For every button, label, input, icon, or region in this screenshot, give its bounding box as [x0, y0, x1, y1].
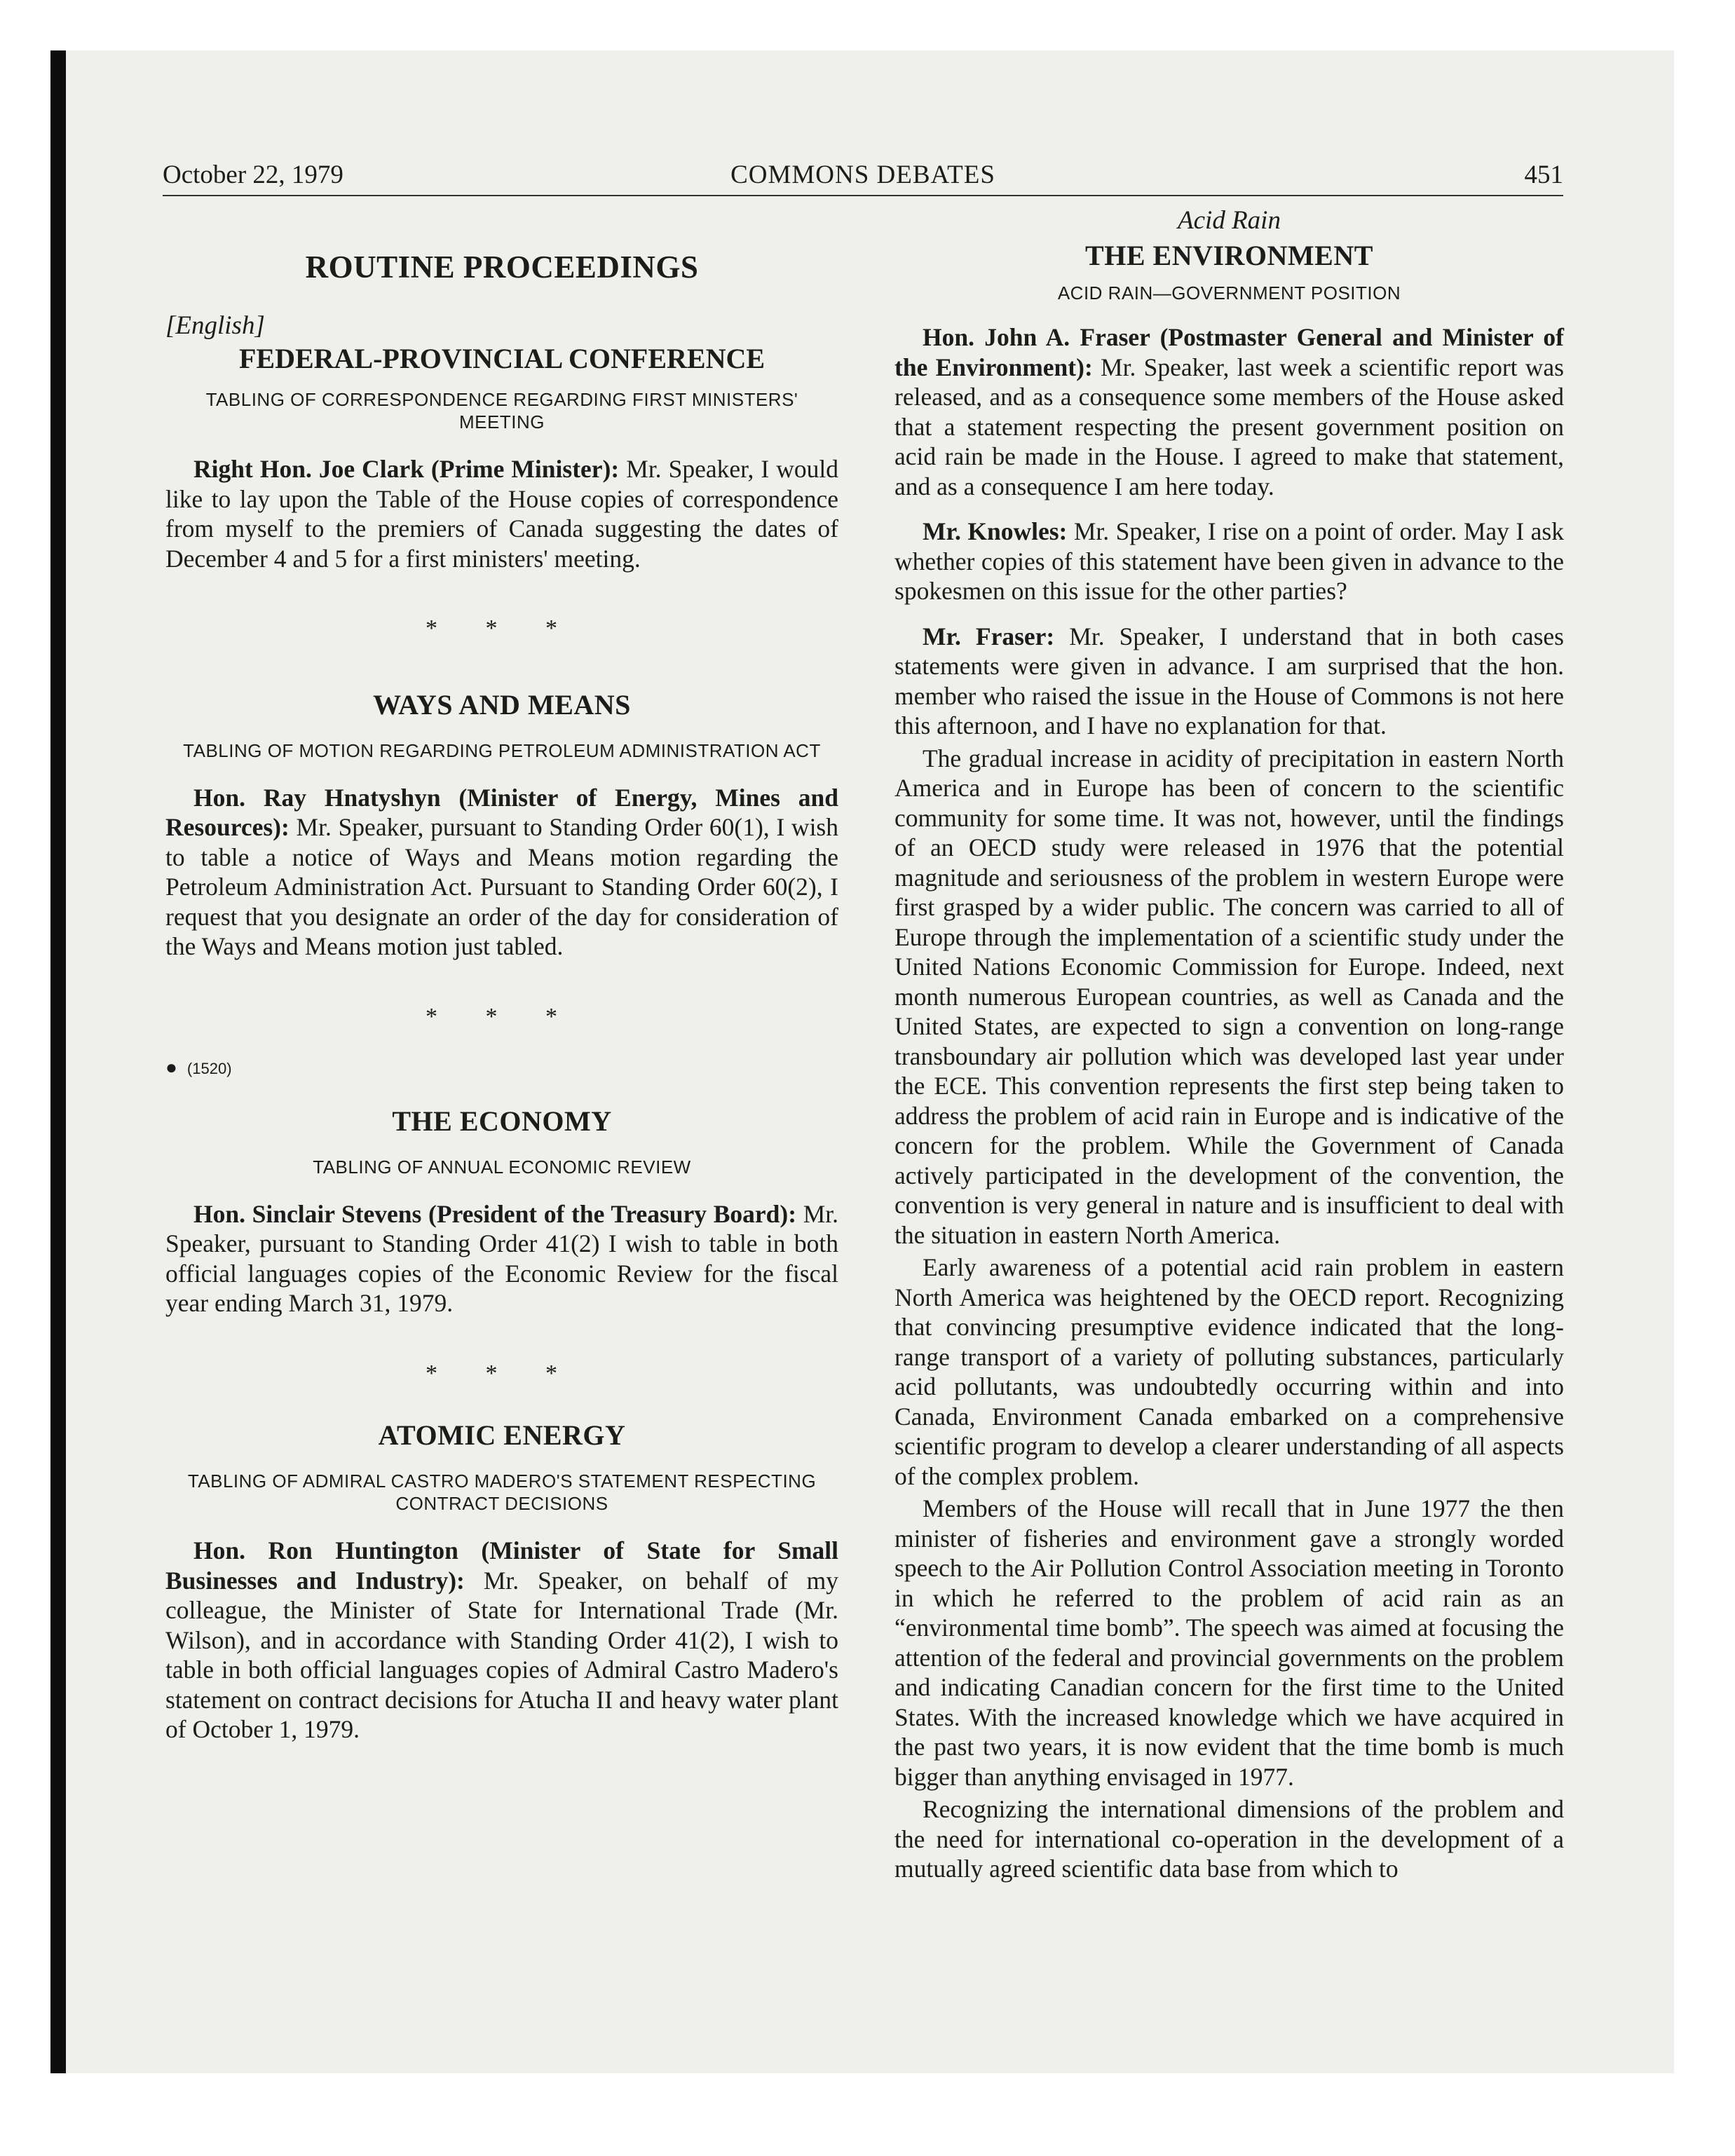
section-separator: * * *: [426, 1003, 578, 1030]
page-number: 451: [1524, 161, 1563, 189]
speaker-huntington: Hon. Ron Huntington (Minister of State for Small Businesses and Industry):: [165, 1536, 838, 1595]
section-title-routine-proceedings: ROUTINE PROCEEDINGS: [305, 250, 699, 285]
right-column: [894, 205, 1564, 1884]
section-title-ways-and-means: WAYS AND MEANS: [373, 688, 631, 721]
speech-huntington: [165, 1536, 838, 1745]
language-marker: [English]: [165, 311, 265, 340]
speech-fraser-reply: [894, 622, 1564, 741]
header-date: October 22, 1979: [163, 161, 343, 189]
time-marker-text: (1520): [186, 1060, 232, 1077]
speech-hnatyshyn: [165, 783, 838, 962]
bullet-icon: ●: [165, 1056, 177, 1078]
paragraph: The gradual increase in acidity of precipitation in eastern North America and in Europe has been of concern to the scientific community for some time. It was not, however, until the findings of an OECD study were released in 1976 that the potential magnitude and seriousness of the problem in western Europe were first grasped by a wider public. The concern was carried to all of Europe through the implementation of a scientific study under the United Nations Economic Commission for Europe. Indeed, next month numerous European countries, as well as Canada and the United States, are expected to sign a convention on long-range transboundary air pollution which was developed last year under the ECE. This convention represents the first step being taken to address the problem of acid rain in Europe and is indicative of the concern for the problem. While the Government of Canada actively participated in the development of the convention, the convention is very general in nature and is insufficient to deal with the situation in eastern North America.: [894, 744, 1564, 1249]
paragraph: Members of the House will recall that in June 1977 the then minister of fisheries and environment gave a strongly worded speech to the Air Pollution Control Association meeting in Toronto in which he referred to the problem of acid rain as an “environmental time bomb”. The speech was aimed at focusing the attention of the federal and provincial governments on the problem and indicating Canadian concern for the first time to the United States. With the increased knowledge which we have acquired in the past two years, it is now evident that the time bomb is much bigger than anything envisaged in 1977.: [894, 1494, 1564, 1791]
speech-text-hnatyshyn: Mr. Speaker, pursuant to Standing Order 60(1), I wish to table a notice of Ways and Means motion regarding the Petroleum Administration Act. Pursuant to Standing Order 60(2), I request that you designate an order of the day for consideration of the Ways and Means motion just tabled.: [165, 813, 838, 960]
running-header: [163, 156, 1563, 196]
caption-acid-rain-government-position: ACID RAIN—GOVERNMENT POSITION: [1057, 282, 1401, 303]
time-marker: [165, 1053, 838, 1084]
speaker-fraser-reply: Mr. Fraser:: [923, 622, 1055, 650]
speech-text-clark: Mr. Speaker, I would like to lay upon the Table of the House copies of correspondence from myself to the premiers of Canada suggesting the dates of December 4 and 5 for a first ministers' meeting.: [165, 455, 839, 573]
speaker-knowles: Mr. Knowles:: [923, 517, 1068, 545]
section-title-atomic-energy: ATOMIC ENERGY: [378, 1419, 626, 1451]
left-column: [165, 205, 838, 1745]
speech-fraser-statement: [894, 322, 1564, 501]
subsection-title-federal-provincial: FEDERAL-PROVINCIAL CONFERENCE: [238, 343, 766, 374]
header-title: COMMONS DEBATES: [730, 161, 995, 189]
speaker-clark: Right Hon. Joe Clark (Prime Minister):: [193, 455, 620, 483]
speech-text-stevens: Mr. Speaker, pursuant to Standing Order 41(2) I wish to table in both official languages copies of the Economic Review for the fiscal year ending March 31, 1979.: [165, 1199, 839, 1317]
speaker-fraser: Hon. John A. Fraser (Postmaster General and Minister of the Environment):: [894, 323, 1564, 381]
section-title-the-environment: THE ENVIRONMENT: [1085, 240, 1373, 271]
speaker-stevens: Hon. Sinclair Stevens (President of the Treasury Board):: [193, 1199, 797, 1228]
tabling-caption-petroleum: TABLING OF MOTION REGARDING PETROLEUM ADMINISTRATION ACT: [183, 739, 821, 761]
speech-stevens: [165, 1199, 838, 1318]
speech-text-fraser: Mr. Speaker, last week a scientific report was released, and as a consequence some members of the House asked that a statement respecting the present government position on acid rain be made in the House. I agreed to make that statement, and as a consequence I am here today.: [894, 353, 1564, 500]
speaker-hnatyshyn: Hon. Ray Hnatyshyn (Minister of Energy, Mines and Resources):: [165, 783, 838, 841]
speech-knowles: [894, 517, 1564, 606]
tabling-caption-castro-madero: TABLING OF ADMIRAL CASTRO MADERO'S STATEMENT RESPECTING CONTRACT DECISIONS: [187, 1471, 817, 1514]
paragraph: Recognizing the international dimensions of the problem and the need for international co-operation in the development of a mutually agreed scientific data base from which to: [894, 1795, 1564, 1883]
speech-text-fraser-reply: Mr. Speaker, I understand that in both cases statements were given in advance. I am surprised that the hon. member who raised the issue in the House of Commons is not here this afternoon, and I have no explanation for that.: [894, 622, 1564, 739]
tabling-caption-economic-review: TABLING OF ANNUAL ECONOMIC REVIEW: [313, 1156, 691, 1178]
section-title-the-economy: THE ECONOMY: [392, 1105, 612, 1137]
paragraph: Early awareness of a potential acid rain problem in eastern North America was heightened by the OECD report. Recognizing that convincing presumptive evidence indicated that the long-range transport of a variety of polluting substances, particularly acid pollutants, was undoubtedly occurring within and into Canada, Environment Canada embarked on a comprehensive scientific program to develop a clearer understanding of all aspects of the complex problem.: [894, 1253, 1564, 1490]
speech-text-knowles: Mr. Speaker, I rise on a point of order. May I ask whether copies of this statement have been given in advance to the spokesmen on this issue for the other parties?: [894, 517, 1564, 605]
topic-heading-acid-rain: Acid Rain: [1178, 206, 1281, 235]
page-spine-shadow: [50, 50, 66, 2073]
speech-text-huntington: Mr. Speaker, on behalf of my colleague, the Minister of State for International Trade (Mr. Wilson), and in accordance with Standing Order 41(2), I wish to table in both official languages copies of Admiral Castro Madero's statement on contract decisions for Atucha II and heavy water plant of October 1, 1979.: [165, 1566, 839, 1743]
section-separator: * * *: [426, 1360, 578, 1386]
speech-clark: [165, 454, 838, 573]
tabling-caption-correspondence: TABLING OF CORRESPONDENCE REGARDING FIRST MINISTERS' MEETING: [205, 389, 798, 432]
section-separator: * * *: [426, 615, 578, 641]
